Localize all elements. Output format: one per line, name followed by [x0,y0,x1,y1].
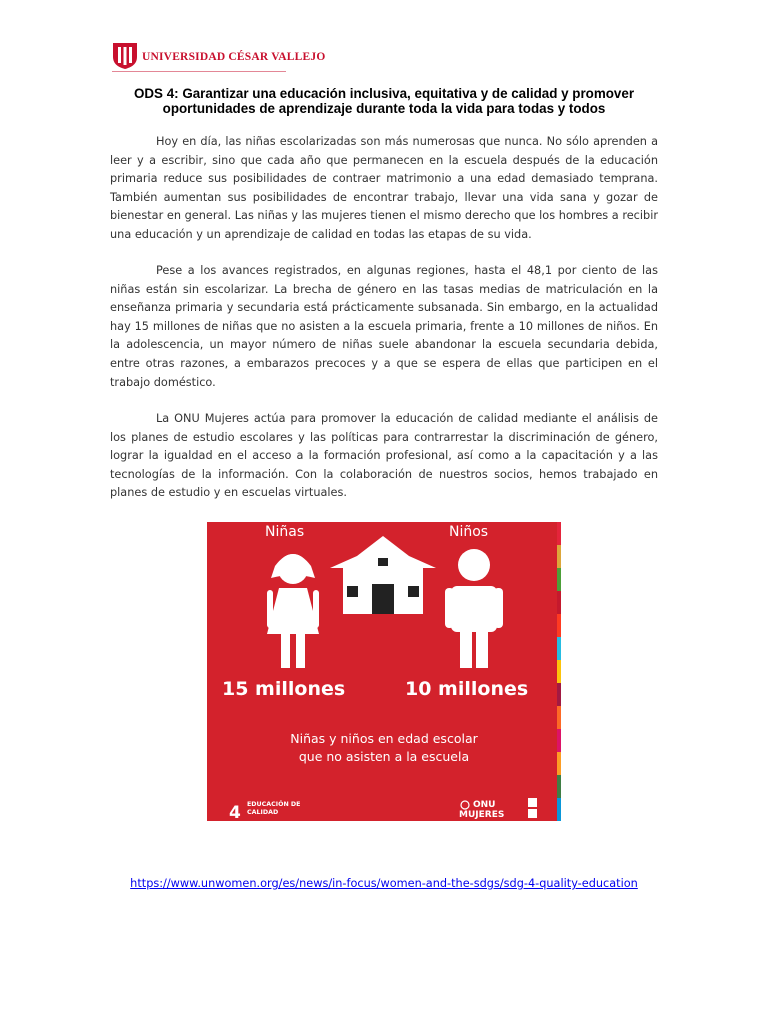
onu-logo-line-1: ONU [473,800,496,810]
logo-text: UNIVERSIDAD CÉSAR VALLEJO [142,51,326,63]
sdg-color-strip [557,522,561,821]
paragraph-3: La ONU Mujeres actúa para promover la educación de calidad mediante el análisis de los planes de estudio escolares y las políticas para contrarrestar la discriminación de género, lograr la igualdad en el acceso a la formación profesional, así como a la capacitación y a las tecnologías de la información. Con la colaboración de nuestros socios, hemos trabajado en planes de estudio y en escuelas virtuales. [110,412,658,500]
sdg-goal-label: EDUCACIÓN DE CALIDAD [247,801,301,816]
boy-figure-icon [445,549,503,668]
infographic-image [207,522,561,821]
sdg-goal-number: 4 [229,803,241,821]
document-title: ODS 4: Garantizar una educación inclusiva, equitativa y de calidad y promover oportunidades de aprendizaje durante toda la vida para todas y todos [133,86,635,116]
caption-line-1: Niñas y niños en edad escolar [290,731,478,746]
count-boys: 10 millones [405,678,529,700]
onu-logo-line-2: MUJERES [459,810,505,820]
university-shield-icon [112,42,138,70]
caption-line-2: que no asisten a la escuela [298,749,470,764]
count-girls: 15 millones [222,678,346,700]
school-building-icon [330,536,436,614]
source-link[interactable]: https://www.unwomen.org/es/news/in-focus/women-and-the-sdgs/sdg-4-quality-education [130,877,638,890]
university-logo [112,42,326,74]
label-girls: Niñas [265,524,305,540]
logo-underline [112,71,286,72]
infographic-caption [247,730,521,766]
label-boys: Niños [449,524,489,540]
girl-figure-icon [267,554,319,668]
paragraph-2: Pese a los avances registrados, en algunas regiones, hasta el 48,1 por ciento de las niñas están sin escolarizar. La brecha de género en las tasas medias de matriculación en la enseñanza primaria y secundaria está prácticamente subsanada. Sin embargo, en la actualidad hay 15 millones de niñas que no asisten a la escuela primaria, frente a 10 millones de niños. En la adolescencia, un mayor número de niñas suele abandonar la escuela secundaria debida, entre otras razones, a embarazos precoces y a que se espera de ellas que participen en el trabajo doméstico. [110,264,658,389]
onu-mujeres-logo [459,800,504,820]
paragraph-1: Hoy en día, las niñas escolarizadas son más numerosas que nunca. No sólo aprenden a leer y a escribir, sino que cada año que permanecen en la escuela después de la educación primaria reduce sus posibilidades de contraer matrimonio a una edad demasiado temprana. También aumentan sus posibilidades de encontrar trabajo, llevar una vida sana y gozar de bienestar en general. Las niñas y las mujeres tienen el mismo derecho que los hombres a recibir una educación y un aprendizaje de calidad en todas las etapas de su vida. [110,135,658,241]
